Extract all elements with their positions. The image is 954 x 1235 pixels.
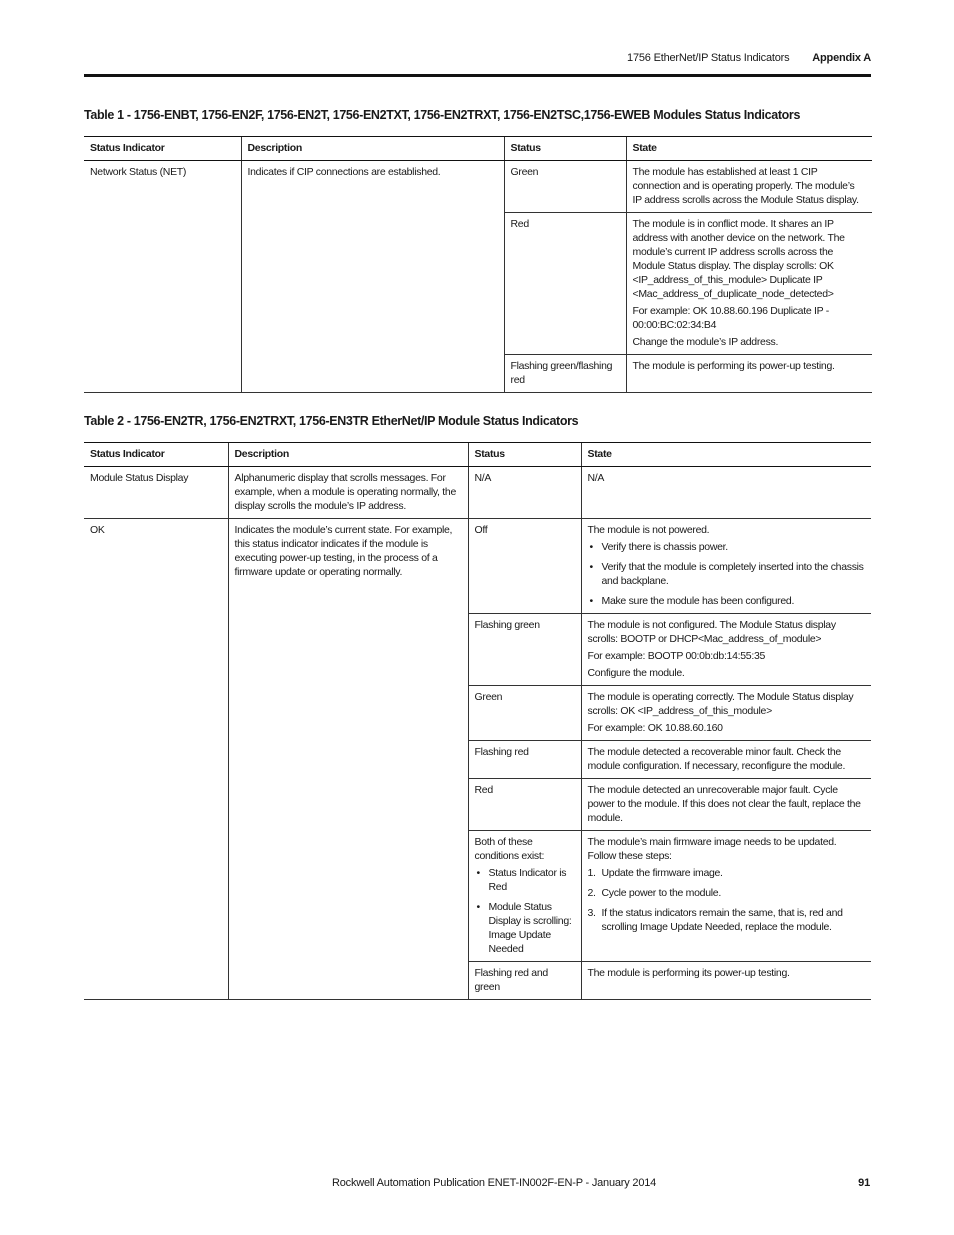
table1 bbox=[84, 136, 872, 393]
list-item bbox=[587, 906, 866, 934]
step-text: Update the firmware image. bbox=[601, 867, 723, 879]
list-item bbox=[587, 886, 866, 900]
status-cell bbox=[468, 831, 581, 962]
status-cell: Flashing red and green bbox=[468, 962, 581, 1000]
state-cell: The module is performing its power-up testing. bbox=[626, 355, 872, 393]
column-header: Status Indicator bbox=[84, 137, 241, 161]
description-cell: Indicates the module’s current state. For example, this status indicator indicates if the module is executing power-up testing, in the process of a firmware update or operating normally. bbox=[228, 519, 468, 1000]
description-cell: Alphanumeric display that scrolls messages. For example, when a module is operating normally, the display scrolls the module’s IP address. bbox=[228, 467, 468, 519]
table2-title: Table 2 - 1756-EN2TR, 1756-EN2TRXT, 1756-EN3TR EtherNet/IP Module Status Indicators bbox=[84, 414, 579, 428]
description-cell: Indicates if CIP connections are established. bbox=[241, 161, 504, 393]
state-cell bbox=[581, 519, 871, 614]
running-header bbox=[627, 52, 871, 64]
column-header: Status Indicator bbox=[84, 443, 228, 467]
state-action: Change the module’s IP address. bbox=[632, 336, 779, 348]
status-indicator-cell: Network Status (NET) bbox=[84, 161, 241, 393]
state-cell: N/A bbox=[581, 467, 871, 519]
state-example: For example: OK 10.88.60.160 bbox=[587, 722, 723, 734]
table1-title: Table 1 - 1756-ENBT, 1756-EN2F, 1756-EN2T, 1756-EN2TXT, 1756-EN2TRXT, 1756-EN2TSC,1756-EWEB Modules Status Indicators bbox=[84, 108, 801, 122]
column-header: State bbox=[581, 443, 871, 467]
state-cell bbox=[626, 213, 872, 355]
table2 bbox=[84, 442, 871, 1000]
table-row bbox=[84, 467, 871, 519]
step-text: If the status indicators remain the same, that is, red and scrolling Image Update Needed, replace the module. bbox=[601, 907, 843, 933]
state-example: For example: OK 10.88.60.196 Duplicate IP - 00:00:BC:02:34:B4 bbox=[632, 305, 829, 331]
state-cell bbox=[581, 614, 871, 686]
header-rule bbox=[84, 74, 871, 77]
state-cell: The module has established at least 1 CIP connection and is operating properly. The module’s IP address scrolls across the Module Status display. bbox=[626, 161, 872, 213]
table1-header-row bbox=[84, 137, 872, 161]
state-cell: The module detected a recoverable minor fault. Check the module configuration. If necessary, reconfigure the module. bbox=[581, 741, 871, 779]
status-cell: Flashing red bbox=[468, 741, 581, 779]
status-cell: Red bbox=[468, 779, 581, 831]
state-cell bbox=[581, 686, 871, 741]
list-item: • Module Status Display is scrolling: Image Update Needed bbox=[489, 900, 575, 956]
status-indicator-cell: Module Status Display bbox=[84, 467, 228, 519]
list-item: • Status Indicator is Red bbox=[489, 866, 575, 894]
list-item bbox=[587, 866, 866, 880]
step-number: 1. bbox=[587, 867, 596, 879]
column-header: Description bbox=[241, 137, 504, 161]
state-text: The module is in conflict mode. It shares an IP address with another device on the network. The module’s current IP address scrolls across the Module Status display. The display scrolls: OK <IP_address_of_this_module> Duplicate IP <Mac_address_of_duplicate_node_detected> bbox=[632, 218, 845, 300]
column-header: Description bbox=[228, 443, 468, 467]
list-item: • Verify that the module is completely inserted into the chassis and backplane. bbox=[602, 560, 866, 588]
header-section-title: 1756 EtherNet/IP Status Indicators bbox=[627, 52, 790, 64]
list-item: • Verify there is chassis power. bbox=[602, 540, 866, 554]
column-header: Status bbox=[504, 137, 626, 161]
table-row bbox=[84, 519, 871, 614]
state-example: For example: BOOTP 00:0b:db:14:55:35 bbox=[587, 650, 766, 662]
state-action: Configure the module. bbox=[587, 667, 685, 679]
status-cell: Red bbox=[504, 213, 626, 355]
status-cell: Off bbox=[468, 519, 581, 614]
state-cell: The module detected an unrecoverable major fault. Cycle power to the module. If this does not clear the fault, replace the module. bbox=[581, 779, 871, 831]
state-cell bbox=[581, 831, 871, 962]
step-number: 2. bbox=[587, 887, 596, 899]
state-text: The module’s main firmware image needs to be updated. Follow these steps: bbox=[587, 836, 837, 862]
page-number: 91 bbox=[858, 1177, 870, 1189]
header-appendix: Appendix A bbox=[812, 52, 871, 64]
list-item: • Make sure the module has been configured. bbox=[602, 594, 866, 608]
state-text: The module is not powered. bbox=[587, 524, 710, 536]
table-row bbox=[84, 161, 872, 213]
steps-list bbox=[588, 866, 866, 934]
status-text: Both of these conditions exist: bbox=[474, 836, 545, 862]
column-header: Status bbox=[468, 443, 581, 467]
step-number: 3. bbox=[587, 907, 596, 919]
status-cell: Green bbox=[504, 161, 626, 213]
status-cell: Green bbox=[468, 686, 581, 741]
footer-publication: Rockwell Automation Publication ENET-IN002F-EN-P - January 2014 bbox=[332, 1177, 657, 1189]
status-cell: N/A bbox=[468, 467, 581, 519]
state-text: The module is not configured. The Module Status display scrolls: BOOTP or DHCP<Mac_address_of_module> bbox=[587, 619, 836, 645]
state-text: The module is operating correctly. The Module Status display scrolls: OK <IP_address_of_this_module> bbox=[587, 691, 854, 717]
status-cell: Flashing green bbox=[468, 614, 581, 686]
state-cell: The module is performing its power-up testing. bbox=[581, 962, 871, 1000]
condition-list bbox=[475, 866, 575, 956]
status-cell: Flashing green/flashing red bbox=[504, 355, 626, 393]
step-text: Cycle power to the module. bbox=[601, 887, 721, 899]
status-indicator-cell: OK bbox=[84, 519, 228, 1000]
table2-header-row bbox=[84, 443, 871, 467]
bullet-list bbox=[588, 540, 866, 608]
column-header: State bbox=[626, 137, 872, 161]
